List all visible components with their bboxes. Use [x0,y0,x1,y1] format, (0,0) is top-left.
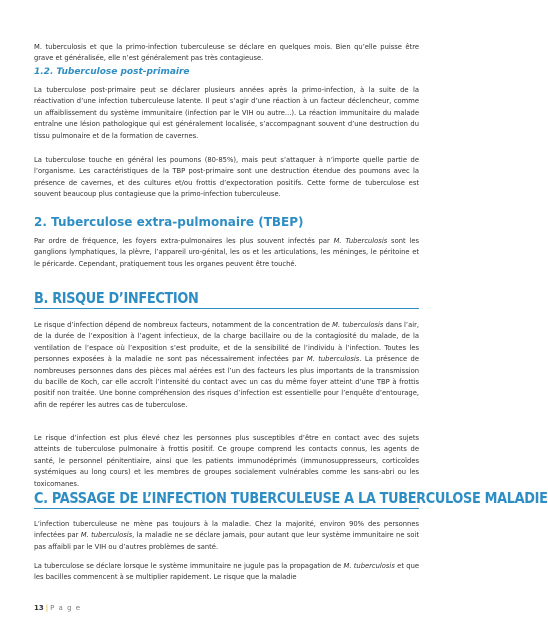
heading-underline [34,508,419,509]
text-run: et que les bacilles commencent à se multiplier rapidement. Le risque que la maladie [34,562,419,582]
paragraph-tbep [34,236,419,270]
paragraph-text [34,236,419,270]
paragraph-text: Le risque d’infection est plus élevé chez les personnes plus susceptibles d’être en contact avec des sujets atteints de tuberculose pulmonaire à frottis positif. Ce groupe comprend les contacts connus, les agents de santé, le personnel pénitentiaire, ainsi que les patients immunodéprimés (immunosuppresseurs, corticoïdes systémiques au long cours) et les membres de groupes socialement vulnérables comme les sans-abri ou les toxicomanes. [34,434,419,488]
heading-text: B. RISQUE D’INFECTION [34,289,199,307]
text-run: , la maladie ne se déclare jamais, pour autant que leur système immunitaire ne soit pas affaibli par le VIH ou d’autres problèmes de santé. [34,531,419,551]
page-footer [34,604,81,612]
paragraph-poumons [34,155,419,201]
heading-text: C. PASSAGE DE L’INFECTION TUBERCULEUSE A LA TUBERCULOSE MALADIE [34,489,548,507]
paragraph-passage [34,519,419,553]
section-c-heading [34,489,548,507]
text-run: L’infection tuberculeuse ne mène pas toujours à la maladie. Chez la majorité, environ 90% des personnes infectées par [34,520,419,540]
paragraph-declare [34,561,419,584]
text-run: . La présence de nombreuses personnes dans des pièces mal aérées est l’un des facteurs les plus importants de la transmission du bacille de Koch, car elle accroît l’intensité du contact avec un cas du même foyer atteint d’une TBP à frottis positif non traitée. Une bonne compréhension des risques d’infection est essentielle pour l’enquête d’entourage, afin de repérer les autres cas de tuberculose. [34,355,419,409]
paragraph-groupes [34,433,419,490]
paragraph-intro [34,42,419,65]
page-label: P a g e [50,604,82,612]
paragraph-text: La tuberculose post-primaire peut se déclarer plusieurs années après la primo-infection, à la suite de la réactivation d’une infection tuberculeuse latente. Il peut s’agir d’une réaction à un facteur déclencheur, comme un affaiblissement du système immunitaire (infection par le VIH ou autre...). La réaction immunitaire du malade entraîne une lésion pathologique qui est généralement localisée, s’accompagnant souvent d’une destruction du tissu pulmonaire et de la formation de cavernes. [34,86,419,140]
footer-separator: | [45,604,49,612]
section-b-heading [34,289,419,307]
paragraph-text: M. tuberculosis et que la primo-infection tuberculeuse se déclare en quelques mois. Bien qu’elle puisse être grave et généralisée, elle n’est généralement pas très contagieuse. [34,43,419,63]
text-run: dans l’air, de la durée de l’exposition à l’agent infectieux, de la charge bacillaire ou de la contagiosité du malade, de la ventilation de l’espace où l’exposition s’est produite, et de la sensibilité de l’individu à l’infection. Toutes les personnes exposées à la maladie ne sont pas nécessairement infectées par [34,321,420,364]
paragraph-text [34,519,419,553]
text-run: La tuberculose se déclare lorsque le système immunitaire ne jugule pas la propagation de [34,562,344,570]
paragraph-text: La tuberculose touche en général les poumons (80-85%), mais peut s’attaquer à n’importe quelle partie de l’organisme. Les caractéristiques de la TBP post-primaire sont une destruction étendue des poumons avec la présence de cavernes, et des cultures et/ou frottis d’expectoration positifs. Cette forme de tuberculose est souvent beaucoup plus contagieuse que la primo-infection tuberculeuse. [34,156,419,199]
section-2-heading [34,215,419,229]
paragraph-risque [34,320,419,411]
italic-species: M. tuberculosis [343,562,395,570]
italic-species: M. tuberculosis [332,321,384,329]
italic-species: M. tuberculosis [80,531,133,540]
text-run: Par ordre de fréquence, les foyers extra-pulmonaires les plus souvent infectés par [34,237,334,245]
italic-species: M. Tuberculosis [333,237,388,245]
page-number: 13 [34,604,44,612]
section-1-2-heading [34,67,419,78]
paragraph-text [34,320,419,411]
italic-species: M. tuberculosis [306,355,360,364]
text-run: sont les ganglions lymphatiques, la plèvre, l’appareil uro-génital, les os et les articulations, les méninges, le péritoine et le péricarde. Cependant, pratiquement tous les organes peuvent être touché. [34,237,419,268]
heading-text: 1.2. Tuberculose post-primaire [34,67,190,77]
paragraph-post-primaire [34,85,419,142]
text-run: Le risque d’infection dépend de nombreux facteurs, notamment de la concentration de [34,321,333,329]
paragraph-text [34,561,419,584]
heading-text: 2. Tuberculose extra-pulmonaire (TBEP) [34,215,304,229]
heading-underline [34,308,419,309]
